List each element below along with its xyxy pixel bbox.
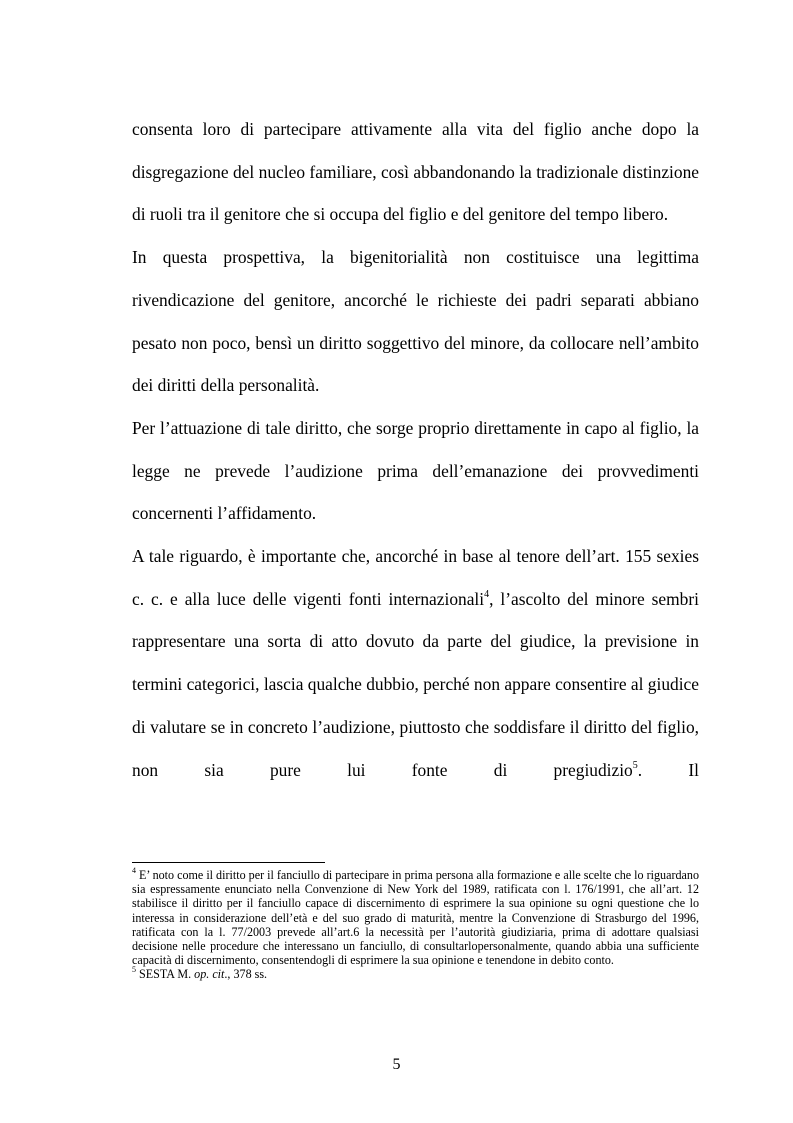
footnotes bbox=[132, 865, 699, 982]
footnote-5 bbox=[132, 967, 699, 981]
footnote-5-italic: op. cit bbox=[194, 967, 225, 982]
footnote-number-4: 4 bbox=[132, 865, 136, 875]
footnote-ref-4[interactable]: 4 bbox=[484, 588, 490, 600]
page-number: 5 bbox=[392, 1056, 401, 1073]
paragraph-4-part-3: . Il bbox=[637, 759, 699, 780]
footnote-5-rest: ., 378 ss. bbox=[224, 967, 268, 982]
footnote-5-author: SESTA M. bbox=[136, 967, 195, 982]
paragraph-2: In questa prospettiva, la bigenitorialità non costituisce una legittima rivendicazione del genitore, ancorché le richieste dei padri separati abbiano pesato non poco, bensì un diritto soggettivo del minore, da collocare nell’ambito dei diritti della personalità. bbox=[132, 247, 699, 396]
footnote-ref-5[interactable]: 5 bbox=[632, 759, 638, 771]
paragraph-4-part-2: , l’ascolto del minore sembri rappresentare una sorta di atto dovuto da parte del giudice, la previsione in termini categorici, lascia qualche dubbio, perché non appare consentire al giudice di valutare se in concreto l’audizione, piuttosto che soddisfare il diritto del figlio, non sia pure lui fonte di pregiudizio bbox=[132, 588, 699, 780]
footnote-separator bbox=[132, 862, 325, 863]
paragraph-1: consenta loro di partecipare attivamente alla vita del figlio anche dopo la disgregazione del nucleo familiare, così abbandonando la tradizionale distinzione di ruoli tra il genitore che si occupa del figlio e del genitore del tempo libero. bbox=[132, 119, 699, 225]
footnote-number-5: 5 bbox=[132, 965, 136, 975]
footnote-4-text: E’ noto come il diritto per il fanciullo di partecipare in prima persona alla formazione e alle scelte che lo riguardano sia espressamente enunciato nella Convenzione di New York del 1989, ratificata con l. 176/1991, che all’art. 12 stabilisce il diritto per il fanciullo capace di discernimento di esprimere la sua opinione su ogni questione che lo interessa in considerazione dell’età e del suo grado di maturità, mentre la Convenzione di Strasburgo del 1996, ratificata con la l. 77/2003 prevede all’art.6 la necessità per l’autorità giudiziaria, prima di adottare qualsiasi decisione nelle procedure che interessano un fanciullo, di consultarlopersonalmente, quando abbia una sufficiente capacità di discernimento, consentendogli di esprimere la sua opinione e tenendone in debito conto. bbox=[132, 868, 699, 968]
body-text bbox=[132, 108, 699, 791]
paragraph-4-part-1: A tale riguardo, è importante che, ancorché in base al tenore dell’art. 155 sexies c. c. e alla luce delle vigenti fonti internazionali bbox=[132, 546, 699, 609]
paragraph-4 bbox=[132, 535, 699, 791]
paragraph-3: Per l’attuazione di tale diritto, che sorge proprio direttamente in capo al figlio, la legge ne prevede l’audizione prima dell’emanazione dei provvedimenti concernenti l’affidamento. bbox=[132, 417, 699, 524]
footnote-4 bbox=[132, 865, 699, 968]
